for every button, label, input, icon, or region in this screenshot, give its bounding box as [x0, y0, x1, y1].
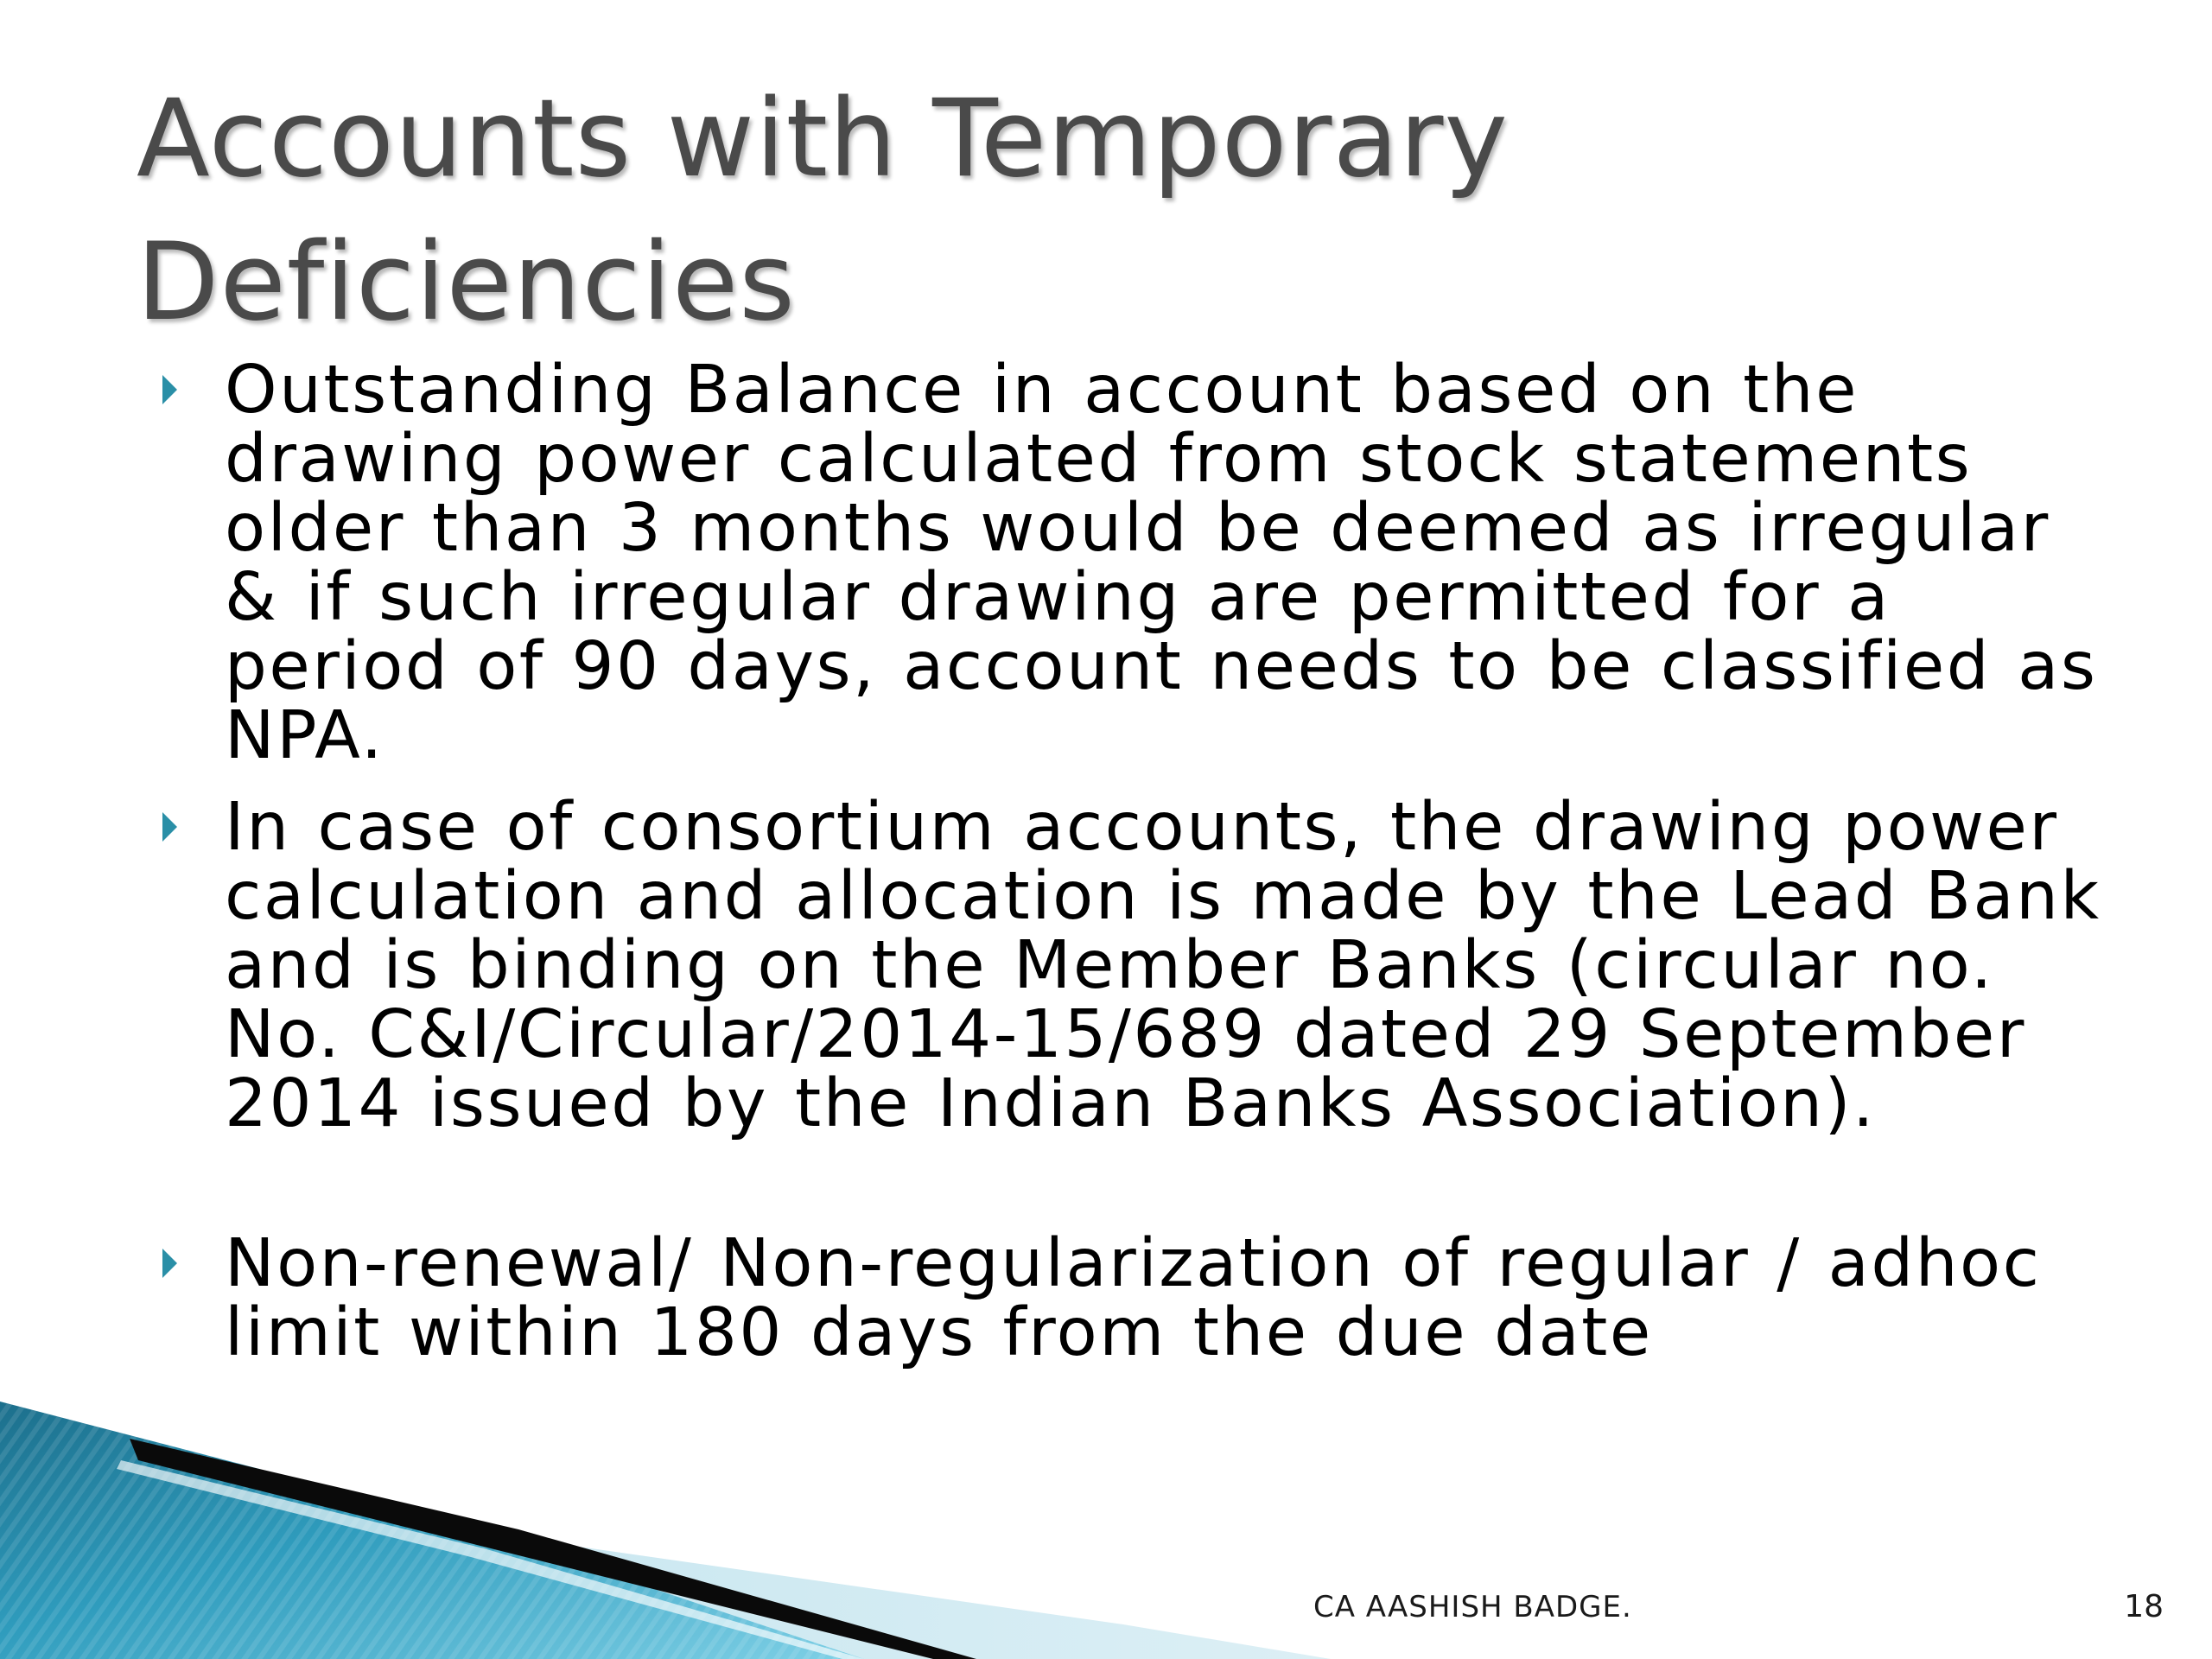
bullet-text: Non-renewal/ Non-regularization of regular / adhoc limit within 180 days from the due date — [225, 1225, 2042, 1371]
slide-page-number: 18 — [2124, 1589, 2164, 1624]
footer-author: CA AASHISH BADGE. — [1313, 1590, 1632, 1624]
bullet-text: In case of consortium accounts, the drawing power calculation and allocation is made by the Lead Bank and is binding on the Member Banks (circular no. No. C&I/Circular/2014-15/689 dated 29 September 2014 issued by the Indian Banks Association). — [225, 789, 2101, 1142]
bullet-text: Outstanding Balance in account based on the drawing power calculated from stock statements older than 3 months would be deemed as irregular & if such irregular drawing are permitted for a period of 90 days, account needs to be classified as NPA. — [225, 352, 2098, 774]
triangle-bullet-icon — [162, 375, 177, 404]
triangle-bullet-icon — [162, 1249, 177, 1278]
slide-title: Accounts with Temporary Deficiencies — [137, 77, 1509, 345]
triangle-bullet-icon — [162, 812, 177, 842]
